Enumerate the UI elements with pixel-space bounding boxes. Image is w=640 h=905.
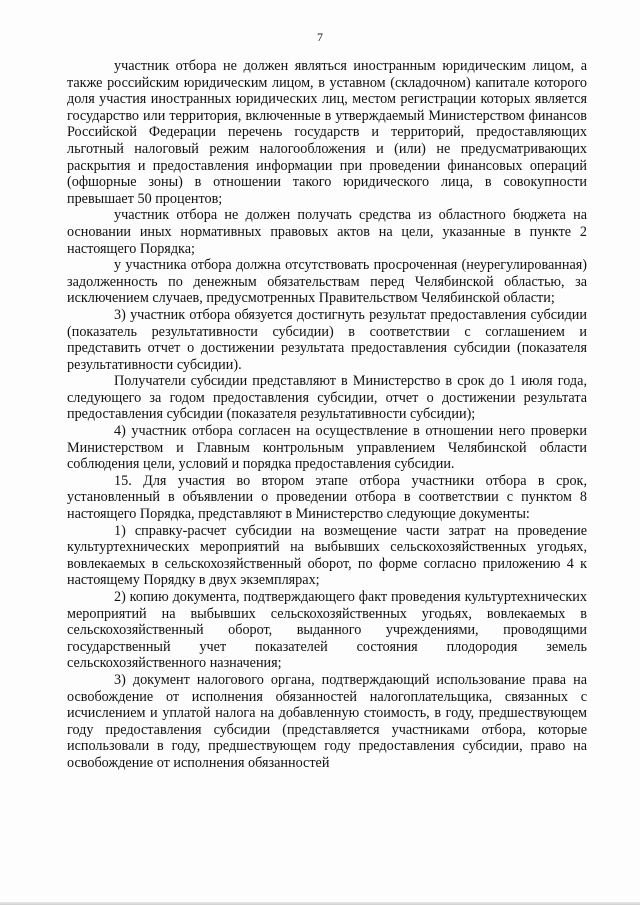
paragraph: 2) копию документа, подтверждающего факт проведения культуртехнических мероприятий на выбывших сельскохозяйственных угодьях, вовлекаемых в сельскохозяйственный оборот, выданного учреждениями, проводящими государственный учет показателей состояния плодородия земель сельскохозяйственного назначения; [67, 589, 587, 672]
paragraph: у участника отбора должна отсутствовать просроченная (неурегулированная) задолженность по денежным обязательствам перед Челябинской областью, за исключением случаев, предусмотренных Правительством Челябинской области; [67, 257, 587, 307]
paragraph: Получатели субсидии представляют в Министерство в срок до 1 июля года, следующего за годом предоставления субсидии, отчет о достижении результата предоставления субсидии (показателя результативности субсидии); [67, 373, 587, 423]
document-body [67, 58, 587, 772]
paragraph: 3) документ налогового органа, подтверждающий использование права на освобождение от исполнения обязанностей налогоплательщика, связанных с исчислением и уплатой налога на добавленную стоимость, в году, предшествующем году предоставления субсидии (представляется участниками отбора, которые использовали в году, предшествующем году предоставления субсидии, право на освобождение от исполнения обязанностей [67, 671, 587, 771]
paragraph: 1) справку-расчет субсидии на возмещение части затрат на проведение культуртехнических мероприятий на выбывших сельскохозяйственных угодьях, вовлекаемых в сельскохозяйственный оборот, по форме согласно приложению 4 к настоящему Порядку в двух экземплярах; [67, 522, 587, 589]
paragraph: 4) участник отбора согласен на осуществление в отношении него проверки Министерством и Главным контрольным управлением Челябинской области соблюдения цели, условий и порядка предоставления субсидии. [67, 423, 587, 473]
paragraph: участник отбора не должен являться иностранным юридическим лицом, а также российским юридическим лицом, в уставном (складочном) капитале которого доля участия иностранных юридических лиц, местом регистрации которых является государство или территория, включенные в утверждаемый Министерством финансов Российской Федерации перечень государств и территорий, предоставляющих льготный налоговый режим налогообложения и (или) не предусматривающих раскрытия и предоставления информации при проведении финансовых операций (офшорные зоны) в отношении такого юридического лица, в совокупности превышает 50 процентов; [67, 58, 587, 207]
paragraph: участник отбора не должен получать средства из областного бюджета на основании иных нормативных правовых актов на цели, указанные в пункте 2 настоящего Порядка; [67, 207, 587, 257]
page-number: 7 [317, 30, 323, 44]
paragraph: 15. Для участия во втором этапе отбора участники отбора в срок, установленный в объявлении о проведении отбора в соответствии с пунктом 8 настоящего Порядка, представляют в Министерство следующие документы: [67, 472, 587, 523]
paragraph: 3) участник отбора обязуется достигнуть результат предоставления субсидии (показатель результативности субсидии) в соответствии с соглашением и представить отчет о достижении результата предоставления субсидии (показателя результативности субсидии). [67, 306, 587, 373]
